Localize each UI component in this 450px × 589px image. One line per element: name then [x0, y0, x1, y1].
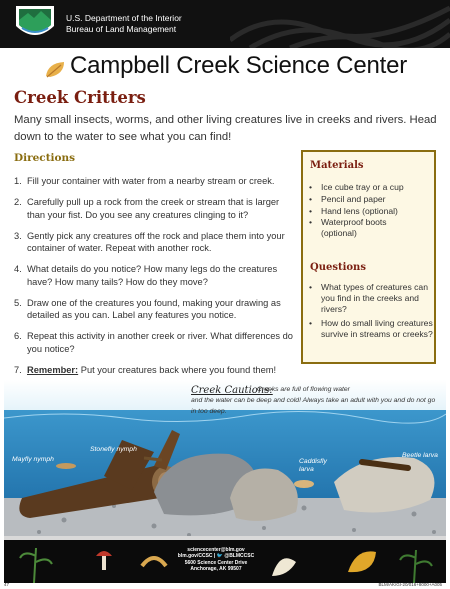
- remember-text: Put your creatures back where you found them!: [78, 364, 277, 375]
- bullet-icon: •: [309, 193, 313, 204]
- list-item: [14, 330, 297, 355]
- list-item: [309, 282, 433, 314]
- list-item: [14, 175, 297, 188]
- publication-code: BLM/AK/GI-20/016+8000+A005: [378, 582, 442, 587]
- caution-title: Creek Cautions:: [191, 385, 273, 396]
- remember-label: Remember:: [27, 364, 79, 375]
- material-item: Hand lens (optional): [321, 205, 398, 216]
- questions-list: [309, 282, 433, 341]
- critter-label-mayfly: Mayfly nymph: [12, 456, 54, 463]
- list-item: [14, 230, 297, 255]
- contact-web: blm.gov/CCSC | 🐦 @BLMCCSC: [177, 553, 255, 560]
- agency-line-1: U.S. Department of the Interior: [66, 13, 182, 23]
- step-number: 2.: [14, 197, 22, 207]
- contact-email: sciencecenter@blm.gov: [187, 547, 245, 553]
- intro-text: Many small insects, worms, and other living creatures live in creeks and rivers. Head down to the water to see what you can find!: [14, 114, 437, 143]
- list-item: [309, 182, 433, 193]
- directions-list: [14, 175, 297, 385]
- list-item: [14, 263, 297, 288]
- caution-text-line-1: Creeks are full of flowing water: [257, 386, 350, 393]
- questions-heading: Questions: [310, 262, 366, 273]
- step-number: 4.: [14, 264, 22, 274]
- materials-questions-box: [301, 150, 436, 364]
- bullet-icon: •: [309, 282, 313, 292]
- contact-address-1: 5600 Science Center Drive: [184, 559, 248, 566]
- step-number: 1.: [14, 176, 22, 186]
- material-item: Ice cube tray or a cup: [321, 182, 404, 192]
- list-item: [309, 318, 433, 340]
- list-item: [309, 206, 433, 217]
- bullet-icon: •: [309, 182, 313, 192]
- materials-list: [309, 182, 433, 240]
- step-number: 6.: [14, 331, 22, 341]
- step-text: Fill your container with water from a nearby stream or creek.: [27, 176, 275, 186]
- contact-info: [166, 547, 266, 572]
- list-item: [309, 194, 433, 205]
- bullet-icon: •: [309, 205, 313, 216]
- material-item: Pencil and paper: [321, 193, 386, 204]
- section-title: Creek Critters: [14, 88, 146, 107]
- agency-name: [66, 13, 182, 35]
- caution-text-rest: and the water can be deep and cold! Always take an adult with you and do not go in too deep.: [191, 397, 436, 415]
- question-item: How do small living creatures survive in streams or creeks?: [321, 318, 433, 340]
- critter-label-caddisfly: Caddisfly larva: [299, 458, 327, 473]
- bullet-icon: •: [309, 318, 313, 329]
- header-wave-pattern-icon: [230, 0, 450, 48]
- materials-heading: Materials: [310, 160, 364, 171]
- list-item: [14, 364, 297, 377]
- step-number: 7.: [14, 364, 22, 375]
- step-text: Repeat this activity in another creek or river. What differences do you notice?: [27, 331, 293, 354]
- page-number: 47: [4, 582, 10, 587]
- step-number: 5.: [14, 297, 22, 308]
- list-item: [14, 297, 297, 322]
- critter-label-stonefly: Stonefly nymph: [90, 446, 137, 453]
- question-item: What types of creatures can you find in the creeks and rivers?: [321, 282, 428, 314]
- list-item: [309, 217, 433, 239]
- page-title: Campbell Creek Science Center: [70, 52, 408, 79]
- step-text: Draw one of the creatures you found, making your drawing as detailed as you can. Label any features you notice.: [27, 297, 281, 320]
- blm-logo-icon: [14, 4, 56, 44]
- step-text: [27, 364, 276, 377]
- contact-address-2: Anchorage, AK 99507: [190, 565, 242, 572]
- agency-line-2: Bureau of Land Management: [66, 24, 177, 34]
- step-text: What details do you notice? How many legs do the creatures have? How many tails? How do they move?: [27, 264, 278, 287]
- material-item: Waterproof boots (optional): [321, 217, 387, 239]
- agency-header: [0, 0, 450, 48]
- step-number: 3.: [14, 230, 22, 241]
- directions-heading: Directions: [14, 152, 76, 164]
- critter-label-beetle: Beetle larva: [402, 452, 438, 459]
- bullet-icon: •: [309, 217, 313, 228]
- list-item: [14, 196, 297, 221]
- step-text: Carefully pull up a rock from the creek or stream that is larger than your fist. Do you see any creatures clinging to it?: [27, 197, 280, 220]
- step-text: Gently pick any creatures off the rock and place them into your container of water. Repeat with another rock.: [27, 230, 285, 253]
